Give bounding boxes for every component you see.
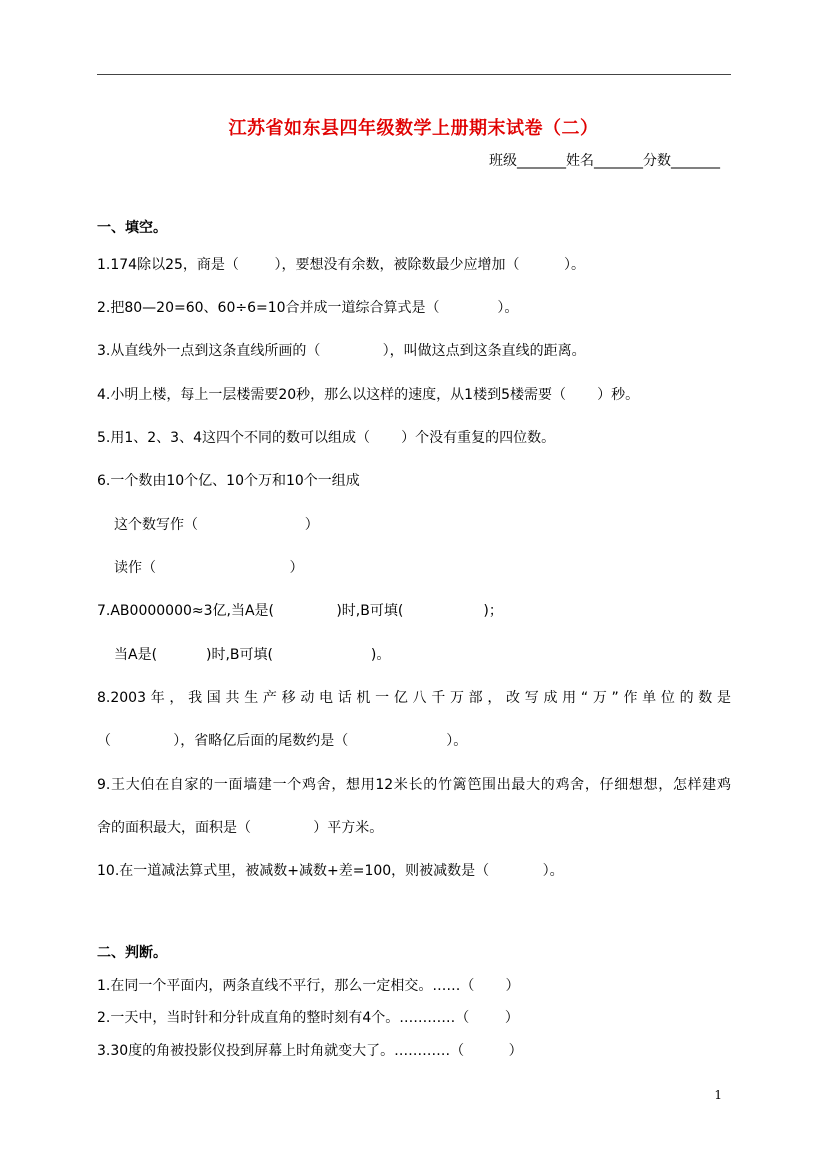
header-rule [97, 74, 731, 75]
page-title: 江苏省如东县四年级数学上册期末试卷（二） [228, 118, 599, 139]
judge-question-1: 1.在同一个平面内，两条直线不平行，那么一定相交。……（ ） [97, 978, 520, 994]
fill-question-7: 7.AB0000000≈3亿,当A是( )时,B可填( )； [97, 603, 503, 619]
fill-question-10: 10.在一道减法算式里，被减数+减数+差=100，则被减数是（ ）。 [97, 863, 564, 879]
fill-question-8-part2: （ ），省略亿后面的尾数约是（ ）。 [97, 733, 468, 749]
page-number: 1 [714, 1088, 722, 1102]
section-judge-heading: 二、判断。 [97, 945, 167, 961]
fill-question-2: 2.把80—20=60、60÷6=10合并成一道综合算式是（ ）。 [97, 300, 519, 316]
fill-question-9-part2: 舍的面积最大，面积是（ ）平方米。 [97, 820, 384, 836]
fill-question-6-write: 这个数写作（ ） [114, 517, 319, 533]
fill-question-4: 4.小明上楼，每上一层楼需要20秒，那么以这样的速度，从1楼到5楼需要（ ）秒。 [97, 387, 640, 403]
judge-question-2: 2.一天中，当时针和分针成直角的整时刻有4个。…………（ ） [97, 1010, 519, 1026]
fill-question-6-read: 读作（ ） [114, 560, 304, 576]
fill-question-1: 1.174除以25，商是（ ），要想没有余数，被除数最少应增加（ ）。 [97, 257, 585, 273]
section-fill-blank-heading: 一、填空。 [97, 220, 167, 236]
fill-question-6: 6.一个数由10个亿、10个万和10个一组成 [97, 473, 360, 489]
judge-question-3: 3.30度的角被投影仪投到屏幕上时角就变大了。…………（ ） [97, 1043, 523, 1059]
fill-question-3: 3.从直线外一点到这条直线所画的（ ），叫做这点到这条直线的距离。 [97, 343, 586, 359]
student-info-line: 班级_______姓名_______分数_______ [489, 153, 720, 169]
fill-question-9: 9.王大伯在自家的一面墙建一个鸡舍，想用12米长的竹篱笆围出最大的鸡舍，仔细想想，怎样建鸡 [97, 777, 731, 793]
fill-question-5: 5.用1、2、3、4这四个不同的数可以组成（ ）个没有重复的四位数。 [97, 430, 556, 446]
fill-question-8: 8.2003年，我国共生产移动电话机一亿八千万部，改写成用“万”作单位的数是 [97, 690, 731, 706]
fill-question-7-part2: 当A是( )时,B可填( )。 [114, 647, 391, 663]
